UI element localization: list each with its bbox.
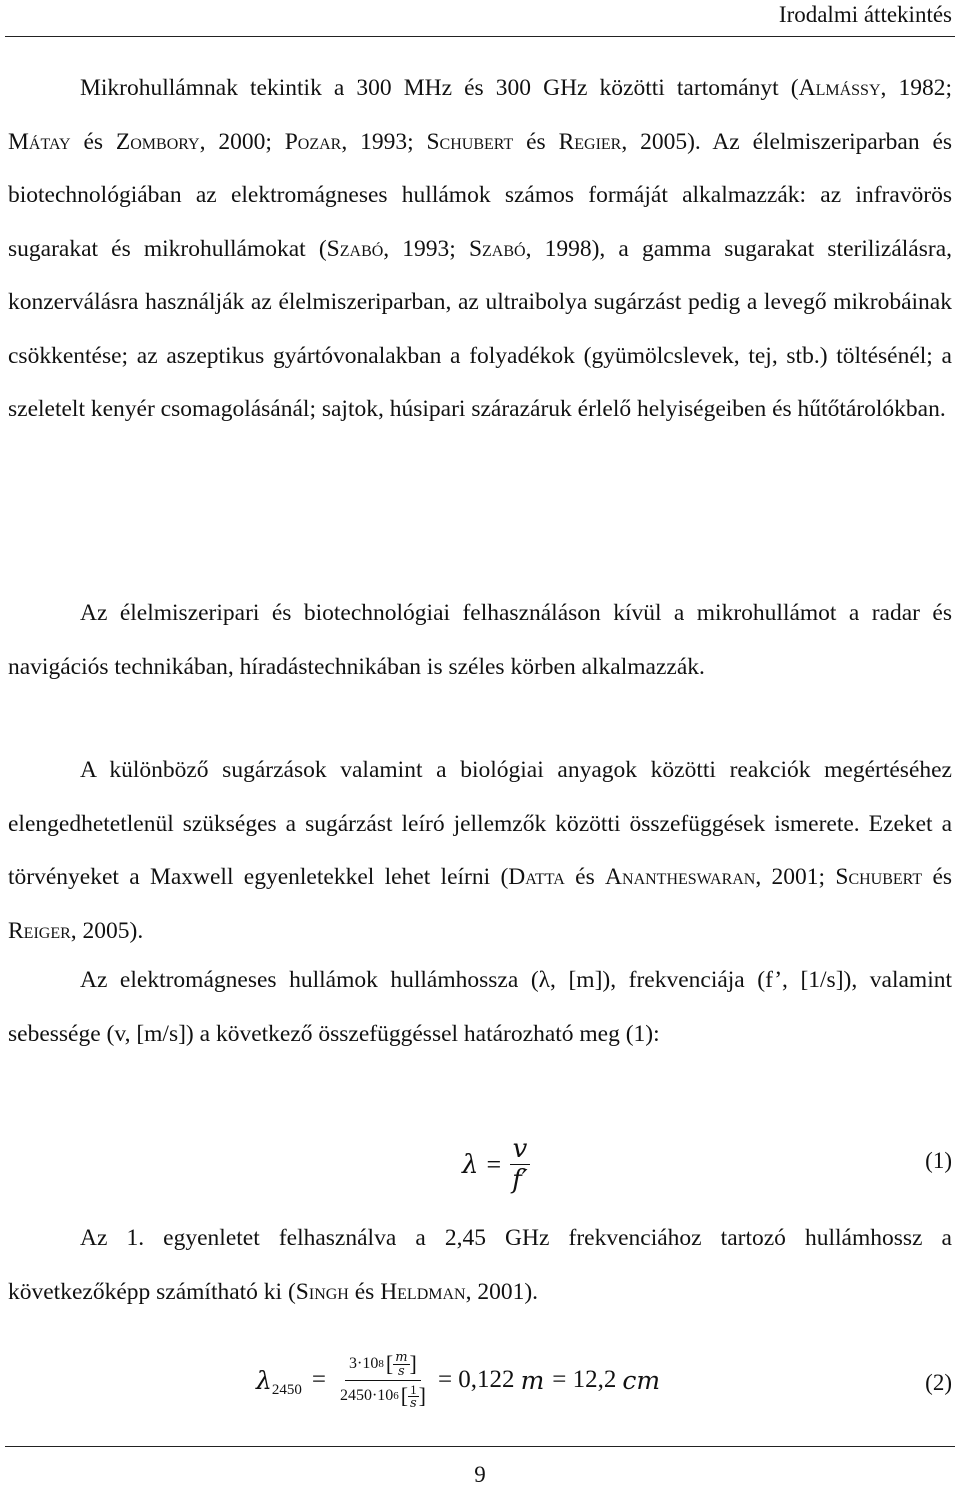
author-name: Zombory xyxy=(115,128,200,155)
eq2-num-unit-num: m xyxy=(395,1349,408,1365)
paragraph-2450-example xyxy=(8,1212,952,1319)
text-run: Mikrohullámnak tekintik a 300 MHz és 300 GHz közötti tartományt ( xyxy=(80,75,799,101)
text-run: , 2005). Az élelmiszeriparban és biotechnológiában az elektromágneses hullámok számos formáját alkalmazzák: az infravörös sugarakat és mikrohullámokat ( xyxy=(8,128,953,262)
author-name: Szabó xyxy=(326,235,384,262)
text-run: , 2001; xyxy=(755,864,836,890)
author-name: Almássy xyxy=(798,75,881,101)
eq1-denominator: f′ xyxy=(512,1165,528,1195)
text-run: , 2001). xyxy=(465,1278,539,1305)
eq2-fraction: 3·10 8 [ $\frac{m}{s}$ ] 2450·10 6 [ $\frac{1}{s}$ ] xyxy=(339,1349,426,1411)
text-run: és xyxy=(564,864,606,890)
running-header: Irodalmi áttekintés xyxy=(778,2,952,27)
text-run: és xyxy=(70,128,116,155)
text-run: és xyxy=(922,864,953,890)
text-run: , 1998), a gamma sugarakat sterilizálásra, konzerválásra használják az élelmiszeriparban, az ultraibolya sugárzást pedig a levegő mikrobáinak csökkentése; az aszeptikus gyártóvonalakban a folyadékok (gyümölcslevek, tej, stb.) töltésénél; a szeletelt kenyér csomagolásánál; sajtok, húsipari szárazáruk érlelő helyiségeiben és hűtőtárolókban. xyxy=(8,235,953,422)
eq2-lambda-subscript: 2450 xyxy=(271,1381,302,1398)
eq1-numerator: v xyxy=(510,1134,531,1165)
text-run: , 2000; xyxy=(199,128,285,155)
page-number: 9 xyxy=(474,1462,486,1487)
text-run: , 2005). xyxy=(70,917,144,944)
paragraph-other-uses xyxy=(8,587,952,694)
author-name: Heldman xyxy=(380,1278,466,1305)
text-run: , 1993; xyxy=(383,235,469,262)
author-name: Schubert xyxy=(426,128,514,155)
eq1-label: (1) xyxy=(925,1148,952,1173)
eq2-num-unit-den: s xyxy=(398,1363,405,1379)
eq2-result-1-unit: m xyxy=(520,1365,545,1395)
eq2-den-unit-num: 1 xyxy=(410,1381,417,1397)
eq2-result-2-unit: cm xyxy=(622,1365,661,1395)
text-run: Az elektromágneses hullámok hullámhossza (λ, [m]), frekvenciája (f’, [1/s]), valamint sebessége (v, [m/s]) a következő összefüggéssel határozható meg (1): xyxy=(8,967,952,1047)
author-name: Mátay xyxy=(8,128,71,155)
eq2-result-1: = 0,122 xyxy=(437,1366,515,1393)
eq2-den-unit-den: s xyxy=(410,1395,417,1411)
eq1-equals: = xyxy=(486,1149,502,1179)
eq2-lambda: λ xyxy=(256,1365,272,1395)
author-name: Reiger xyxy=(8,917,71,944)
author-name: Schubert xyxy=(835,864,923,890)
eq2-num-main: 3·10 xyxy=(349,1355,379,1372)
eq2-label: (2) xyxy=(925,1370,952,1395)
eq1-lambda: λ xyxy=(462,1149,479,1180)
text-run: Az 1. egyenletet felhasználva a 2,45 GHz frekvenciához tartozó hullámhossz a következőképp számítható ki ( xyxy=(8,1225,952,1305)
text-run: , 1982; xyxy=(880,75,952,101)
text-run: A különböző sugárzások valamint a biológiai anyagok közötti reakciók megértéséhez elengedhetetlenül szükséges a sugárzást leíró jellemzők közötti összefüggések ismerete. Ezeket a törvényeket a Maxwell egyenletekkel lehet leírni ( xyxy=(8,757,952,890)
footer-rule xyxy=(5,1446,955,1447)
author-name: Szabó xyxy=(468,235,526,262)
eq2-result-2: = 12,2 xyxy=(552,1366,617,1393)
author-name: Singh xyxy=(295,1278,349,1305)
author-name: Pozar xyxy=(284,128,342,155)
author-name: Anantheswaran xyxy=(605,864,756,890)
eq2-num-exp: 8 xyxy=(378,1358,384,1370)
eq2-den-exp: 6 xyxy=(393,1390,399,1402)
text-run: és xyxy=(513,128,559,155)
text-run: Az élelmiszeripari és biotechnológiai felhasználáson kívül a mikrohullámot a radar és navigációs technikában, híradástechnikában is széles körben alkalmazzák. xyxy=(8,600,952,680)
eq2-equals: = xyxy=(311,1366,326,1393)
text-run: és xyxy=(348,1278,381,1305)
paragraph-maxwell xyxy=(8,744,952,958)
paragraph-wavelength-relation xyxy=(8,954,952,1061)
eq2-den-main: 2450·10 xyxy=(339,1387,394,1404)
paragraph-microwave-range xyxy=(8,62,952,437)
author-name: Datta xyxy=(508,864,565,890)
text-run: , 1993; xyxy=(341,128,427,155)
author-name: Regier xyxy=(558,128,622,155)
header-rule xyxy=(5,36,955,37)
